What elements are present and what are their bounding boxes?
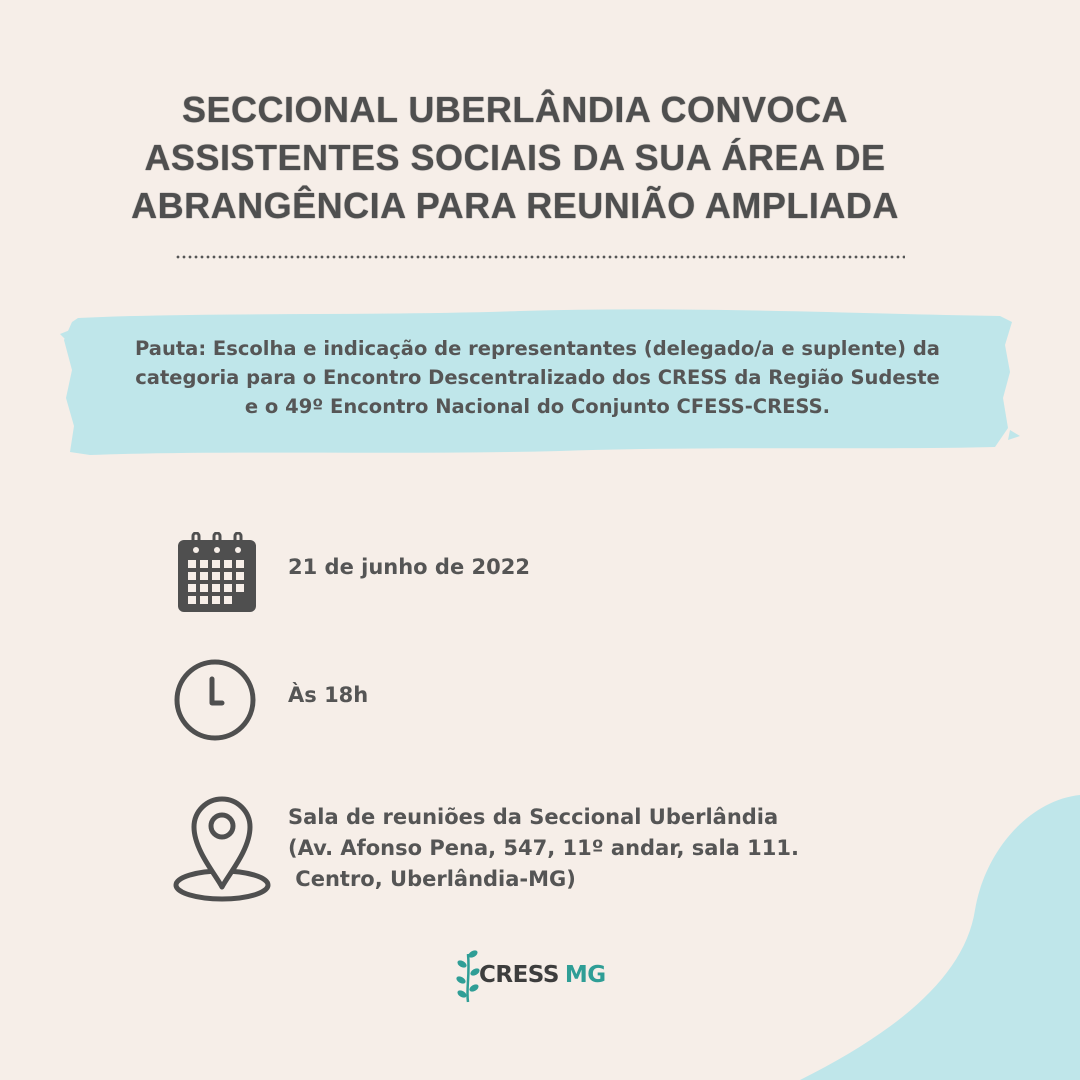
title-line-2: ASSISTENTES SOCIAIS DA SUA ÁREA DE (144, 137, 886, 178)
calendar-icon (176, 532, 260, 614)
logo-cress-text: CRESS (479, 962, 559, 988)
event-location (288, 802, 799, 895)
map-pin-icon (172, 795, 272, 905)
location-line-3: Centro, Uberlândia-MG) (288, 867, 576, 891)
agenda-line-1: Pauta: Escolha e indicação de representantes (delegado/a e suplente) da (135, 337, 940, 360)
agenda-line-3: e o 49º Encontro Nacional do Conjunto CFESS-CRESS. (244, 395, 831, 418)
event-time (288, 680, 368, 711)
agenda-text (105, 334, 970, 421)
logo-mg-text: MG (564, 962, 606, 988)
title-line-1: SECCIONAL UBERLÂNDIA CONVOCA (181, 89, 849, 130)
cress-mg-logo (479, 962, 606, 988)
event-date-text: 21 de junho de 2022 (288, 555, 530, 579)
event-date (288, 552, 530, 583)
event-time-text: Às 18h (288, 683, 369, 707)
location-line-2: (Av. Afonso Pena, 547, 11º andar, sala 111. (288, 836, 799, 860)
location-line-1: Sala de reuniões da Seccional Uberlândia (288, 805, 779, 829)
clock-icon (172, 657, 258, 743)
title-line-3: ABRANGÊNCIA PARA REUNIÃO AMPLIADA (131, 185, 899, 226)
agenda-line-2: categoria para o Encontro Descentralizado dos CRESS da Região Sudeste (135, 366, 940, 389)
